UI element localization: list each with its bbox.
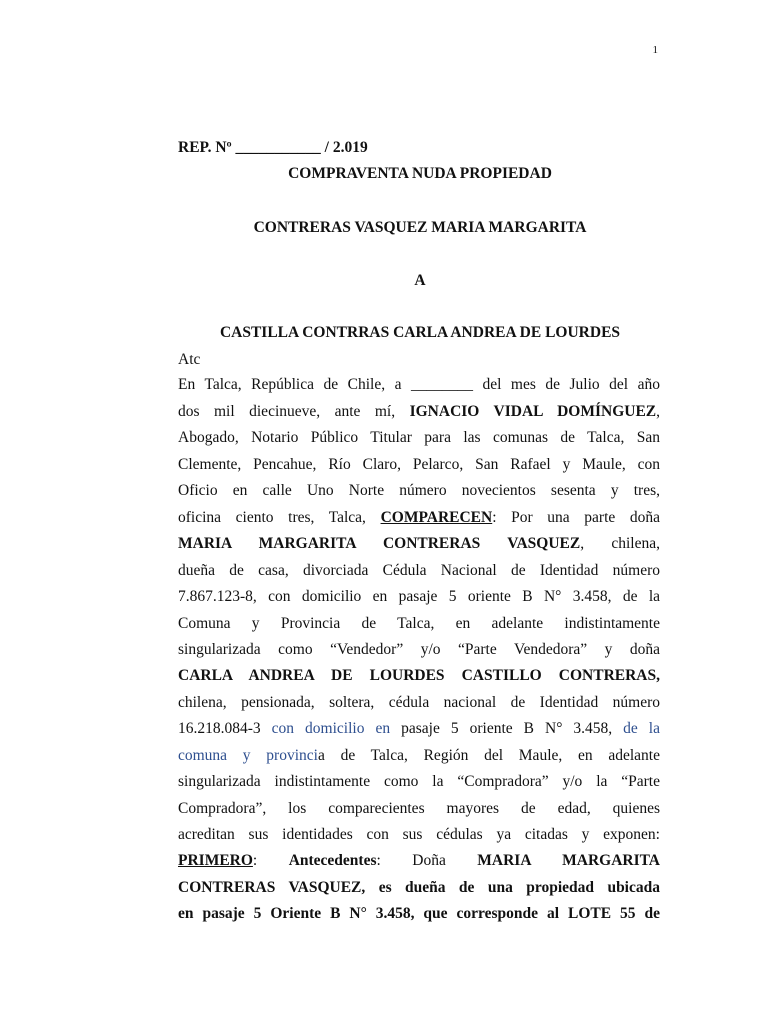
party-buyer: CASTILLA CONTRRAS CARLA ANDREA DE LOURDES [219, 324, 621, 341]
text-line: MARIA MARGARITA CONTRERAS VASQUEZ, chilena, [178, 535, 660, 552]
rep-number: REP. Nº ___________ / 2.019 [178, 139, 368, 156]
text-line: dos mil diecinueve, ante mí, IGNACIO VIDAL DOMÍNGUEZ, [178, 403, 661, 420]
text-line: singularizada indistintamente como la “Compradora” y/o la “Parte [178, 773, 660, 790]
notary-name: IGNACIO VIDAL DOMÍNGUEZ [409, 403, 657, 420]
party-seller: CONTRERAS VASQUEZ MARIA MARGARITA [253, 219, 587, 236]
text-line: singularizada como “Vendedor” y/o “Parte Vendedora” y doña [178, 641, 660, 658]
text-line: dueña de casa, divorciada Cédula Nacional de Identidad número [178, 562, 660, 579]
text-line: Compradora”, los comparecientes mayores de edad, quienes [178, 800, 660, 817]
text-line: comuna y provincia de Talca, Región del Maule, en adelante [178, 747, 660, 764]
buyer-name: CARLA ANDREA DE LOURDES CASTILLO CONTRERAS, [178, 667, 660, 684]
text-line: Clemente, Pencahue, Río Claro, Pelarco, San Rafael y Maule, con [178, 456, 660, 473]
text-line: oficina ciento tres, Talca, COMPARECEN: Por una parte doña [178, 509, 661, 526]
document-title: COMPRAVENTA NUDA PROPIEDAD [288, 165, 552, 182]
text-line: Abogado, Notario Público Titular para las comunas de Talca, San [178, 429, 660, 446]
atc-label: Atc [178, 351, 201, 368]
text-line: Oficio en calle Uno Norte número novecientos sesenta y tres, [178, 482, 660, 499]
primero-heading: PRIMERO [178, 852, 253, 869]
comparecen-label: COMPARECEN [380, 509, 493, 526]
text-line: Comuna y Provincia de Talca, en adelante indistintamente [178, 615, 660, 632]
text-line: PRIMERO: Antecedentes: Doña MARIA MARGARITA [178, 852, 660, 869]
text-line: En Talca, República de Chile, a ________ del mes de Julio del año [178, 376, 660, 393]
seller-name: MARIA MARGARITA CONTRERAS VASQUEZ [178, 535, 581, 552]
page-number: 1 [652, 44, 658, 56]
text-line: acreditan sus identidades con sus cédulas ya citadas y exponen: [178, 826, 660, 843]
text-line: CONTRERAS VASQUEZ, es dueña de una propiedad ubicada [178, 879, 660, 896]
text-line: 7.867.123-8, con domicilio en pasaje 5 oriente B N° 3.458, de la [178, 588, 660, 605]
text-line: chilena, pensionada, soltera, cédula nacional de Identidad número [178, 694, 660, 711]
text-line: 16.218.084-3 con domicilio en pasaje 5 oriente B N° 3.458, de la [178, 720, 660, 737]
conjunction: A [414, 272, 426, 289]
text-line: en pasaje 5 Oriente B N° 3.458, que corresponde al LOTE 55 de [178, 905, 660, 922]
